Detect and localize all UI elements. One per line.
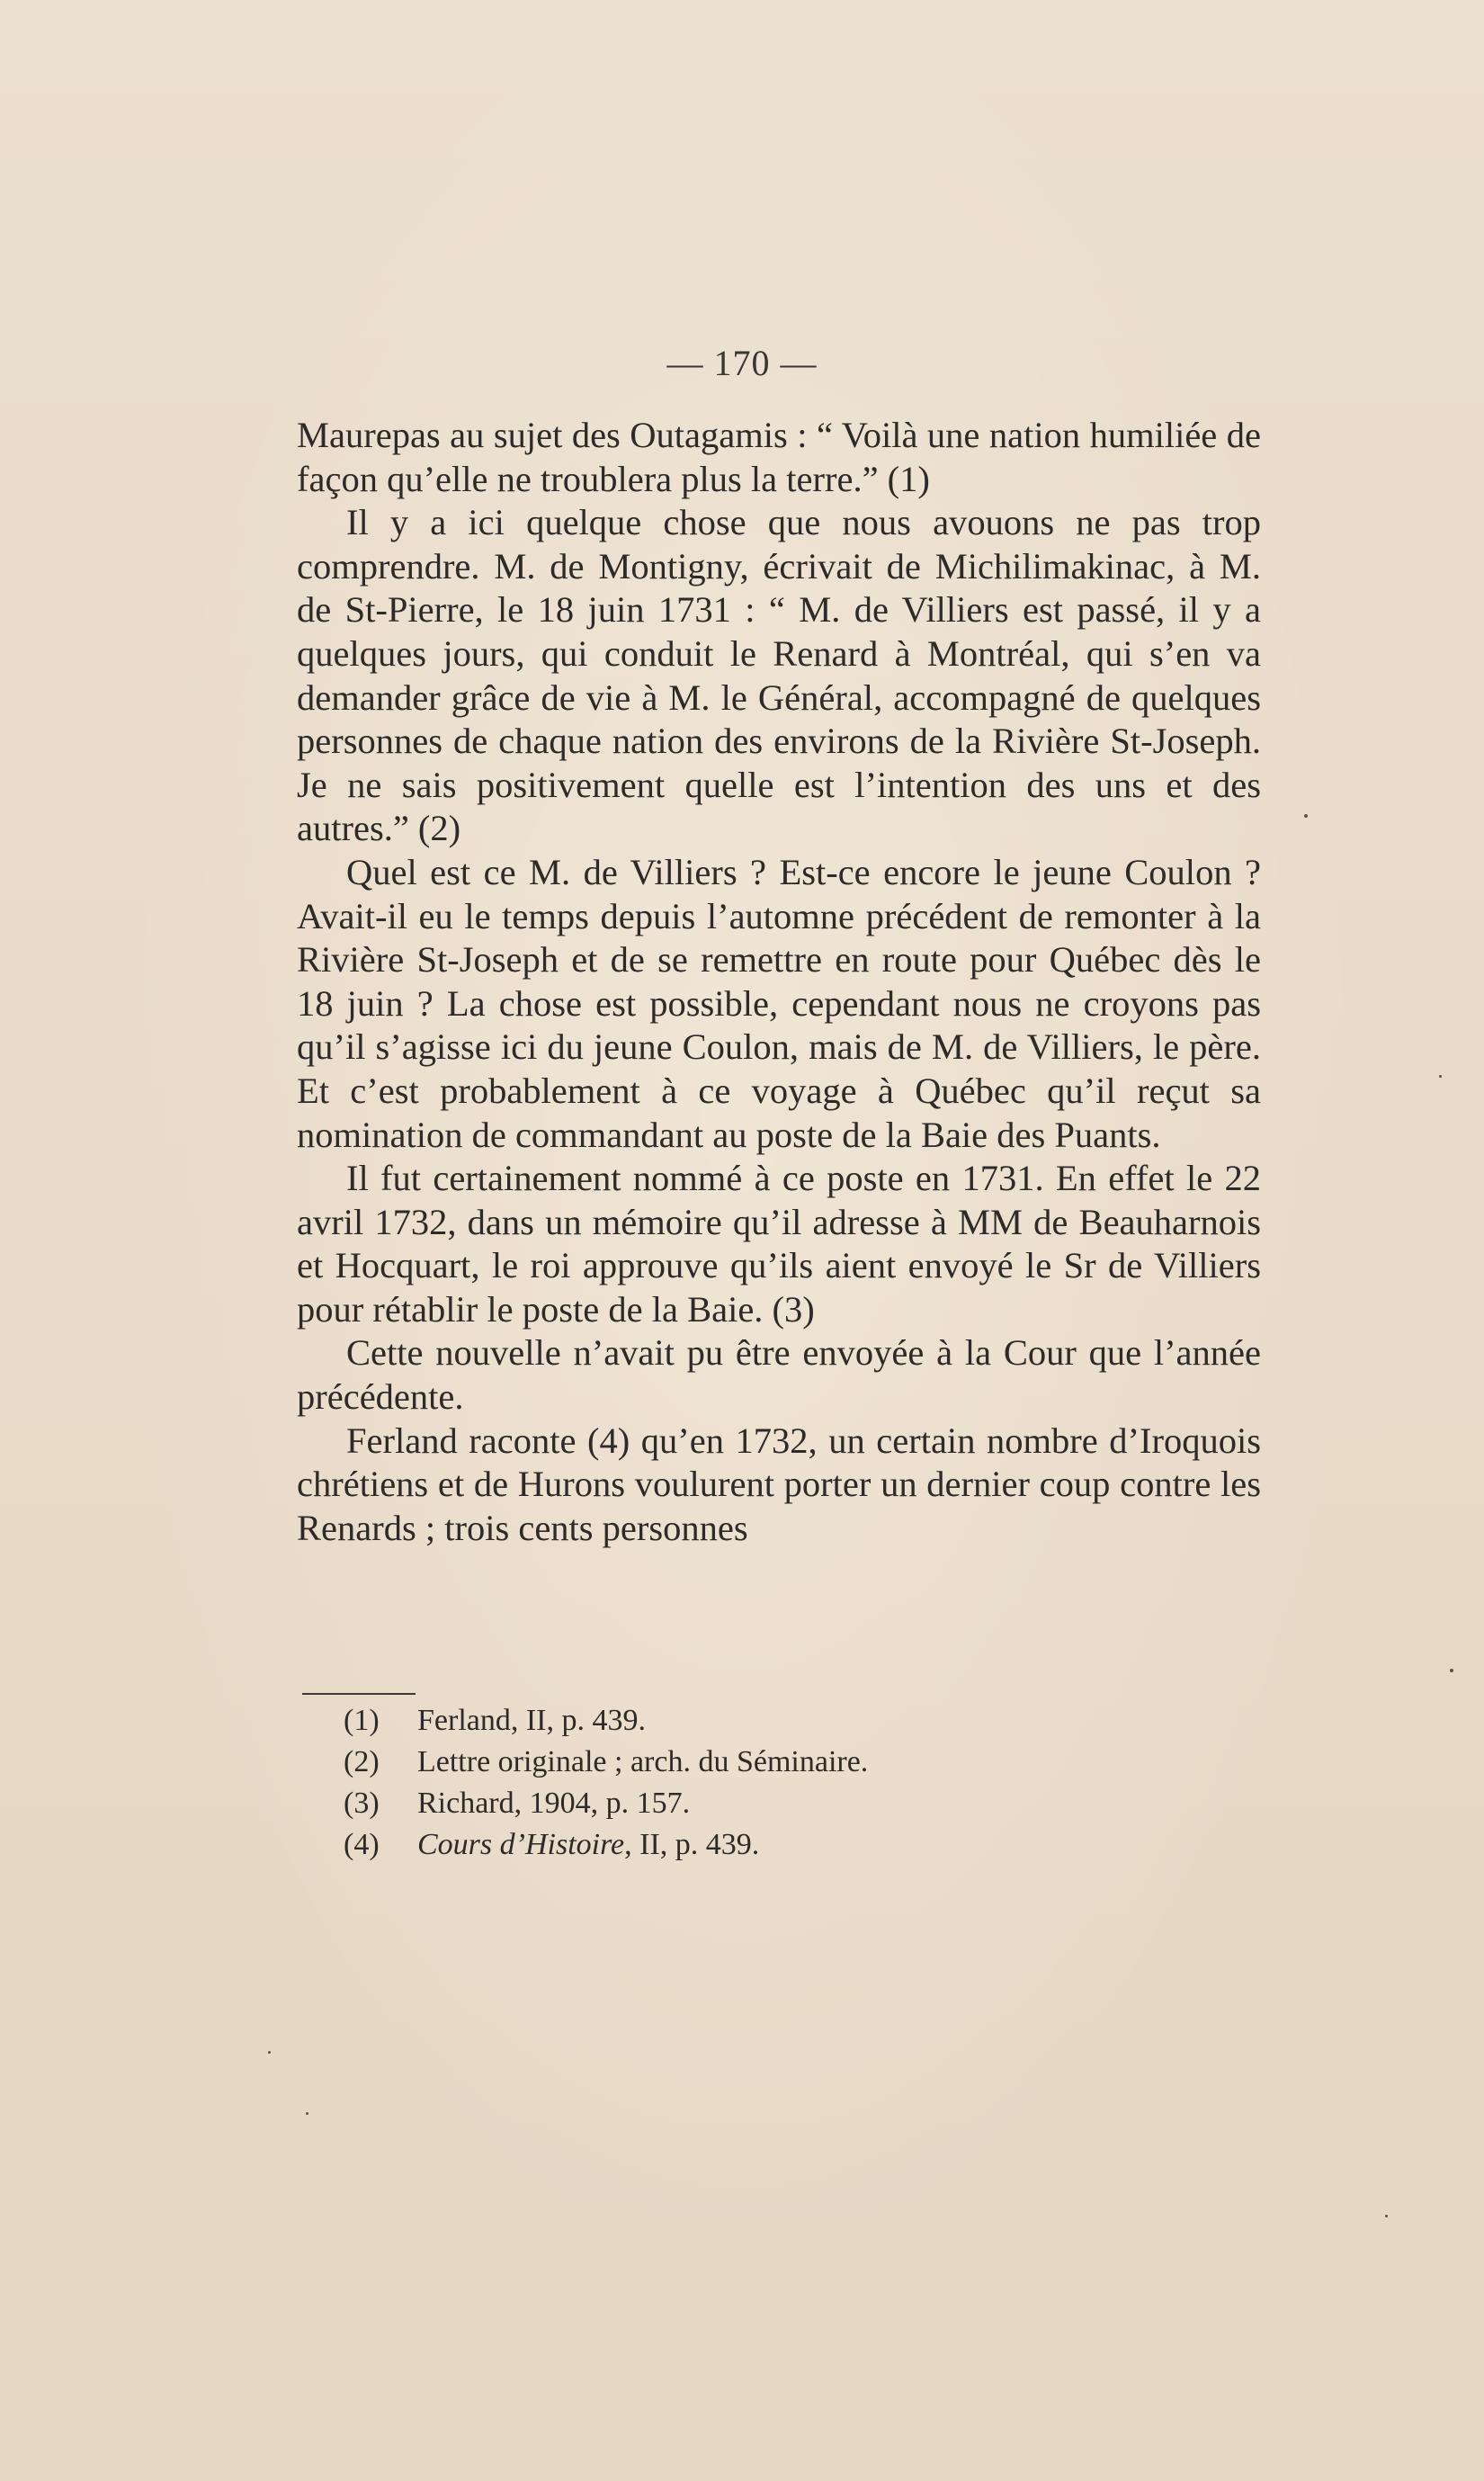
paper-speck bbox=[306, 2112, 308, 2115]
paragraph-5: Cette nouvelle n’avait pu être envoyée à la Cour que l’année précédente. bbox=[297, 1332, 1261, 1418]
footnotes bbox=[344, 1700, 1153, 1866]
footnote-number: (4) bbox=[344, 1828, 380, 1861]
page-number: — 170 — bbox=[666, 343, 818, 383]
paragraph-4: Il fut certainement nommé à ce poste en 1731. En effet le 22 avril 1732, dans un mémoire qu’il adresse à MM de Beauharnois et Hocquart, le roi approuve qu’ils aient envoyé le Sr de Villiers pour rétablir le poste de la Baie. (3) bbox=[297, 1158, 1261, 1330]
paragraph-3: Quel est ce M. de Villiers ? Est-ce encore le jeune Coulon ? Avait-il eu le temps depuis l’automne précédent de remonter à la Rivière St-Joseph et de se remettre en route pour Québec dès le 18 juin ? La chose est possible, cependant nous ne croyons pas qu’il s’agisse ici du jeune Coulon, mais de M. de Villiers, le père. Et c’est probablement à ce voyage à Québec qu’il reçut sa nomination de commandant au poste de la Baie des Puants. bbox=[297, 851, 1261, 1155]
paper-speck bbox=[1304, 814, 1308, 818]
footnote-divider bbox=[302, 1693, 416, 1695]
footnote-3 bbox=[344, 1783, 1153, 1824]
footnote-italic-title: Cours d’Histoire bbox=[417, 1828, 625, 1861]
footnote-number: (2) bbox=[344, 1745, 380, 1778]
paragraph-1: Maurepas au sujet des Outagamis : “ Voilà une nation humiliée de façon qu’elle ne troublera plus la terre.” (1) bbox=[297, 415, 1261, 499]
paragraph-2: Il y a ici quelque chose que nous avouons ne pas trop comprendre. M. de Montigny, écrivait de Michilimakinac, à M. de St-Pierre, le 18 juin 1731 : “ M. de Villiers est passé, il y a quelques jours, qui conduit le Renard à Montréal, qui s’en va demander grâce de vie à M. le Général, accompagné de quelques personnes de chaque nation des environs de la Rivière St-Joseph. Je ne sais positivement quelle est l’intention des uns et des autres.” (2) bbox=[297, 502, 1261, 849]
footnote-1 bbox=[344, 1700, 1153, 1742]
paper-speck bbox=[1385, 2215, 1388, 2217]
paper-speck bbox=[1439, 1075, 1442, 1078]
footnote-4 bbox=[344, 1824, 1153, 1866]
footnote-text: Ferland, II, p. 439. bbox=[417, 1704, 647, 1737]
paper-speck bbox=[1450, 1669, 1453, 1672]
footnote-text: Lettre originale ; arch. du Séminaire. bbox=[417, 1745, 869, 1778]
paper-speck bbox=[268, 2051, 271, 2054]
footnote-number: (1) bbox=[344, 1704, 380, 1737]
footnote-text: Richard, 1904, p. 157. bbox=[417, 1787, 691, 1820]
body-text bbox=[297, 414, 1261, 1550]
paragraph-6: Ferland raconte (4) qu’en 1732, un certain nombre d’Iroquois chrétiens et de Hurons voulurent porter un dernier coup contre les Renards ; trois cents personnes bbox=[297, 1420, 1261, 1548]
footnote-number: (3) bbox=[344, 1787, 380, 1820]
footnote-text: , II, p. 439. bbox=[624, 1828, 760, 1861]
footnote-2 bbox=[344, 1742, 1153, 1783]
